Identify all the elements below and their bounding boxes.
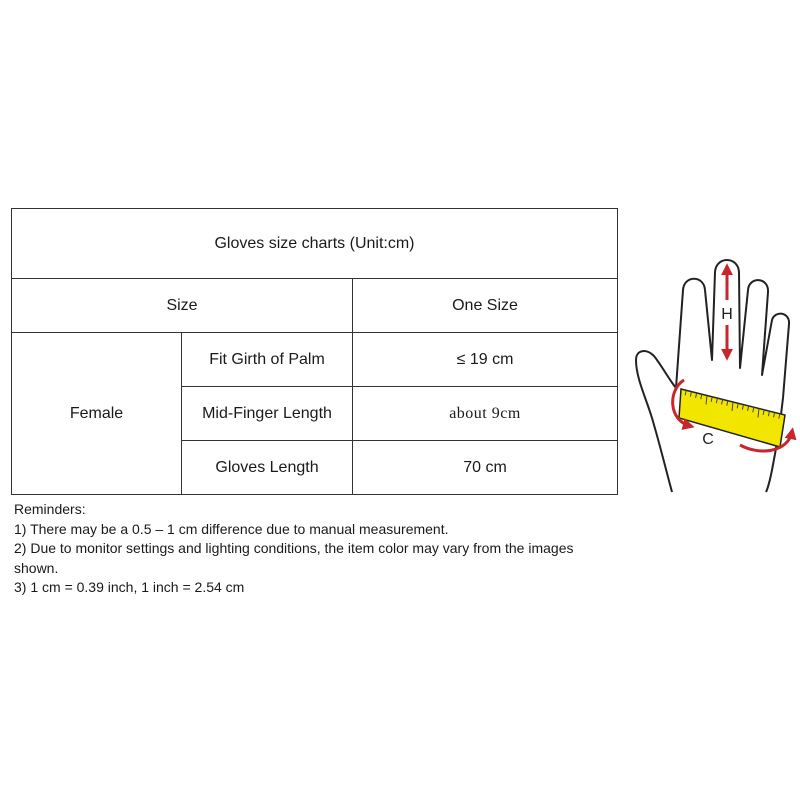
reminders-heading: Reminders: bbox=[14, 501, 86, 517]
value-cell: about 9cm bbox=[353, 387, 618, 441]
reminder-line: 3) 1 cm = 0.39 inch, 1 inch = 2.54 cm bbox=[14, 579, 245, 595]
table-header-row bbox=[12, 279, 618, 333]
hand-measurement-diagram bbox=[630, 250, 800, 500]
size-header-cell: Size bbox=[12, 279, 353, 333]
table-title-row bbox=[12, 209, 618, 279]
size-chart-table bbox=[11, 208, 618, 495]
value-cell: 70 cm bbox=[353, 441, 618, 495]
value-cell: ≤ 19 cm bbox=[353, 333, 618, 387]
table-row bbox=[12, 333, 618, 387]
table-title: Gloves size charts (Unit:cm) bbox=[12, 209, 618, 279]
measure-cell: Gloves Length bbox=[182, 441, 353, 495]
female-group-cell: Female bbox=[12, 333, 182, 495]
reminders-section bbox=[14, 500, 614, 598]
circumference-label: C bbox=[702, 431, 714, 448]
one-size-header-cell: One Size bbox=[353, 279, 618, 333]
reminder-line: 1) There may be a 0.5 – 1 cm difference due to manual measurement. bbox=[14, 520, 449, 537]
reminder-line: 2) Due to monitor settings and lighting conditions, the item color may vary from the images shown. bbox=[14, 540, 574, 576]
measure-cell: Fit Girth of Palm bbox=[182, 333, 353, 387]
hand-outline bbox=[636, 260, 789, 492]
measure-cell: Mid-Finger Length bbox=[182, 387, 353, 441]
height-label: H bbox=[721, 306, 733, 323]
